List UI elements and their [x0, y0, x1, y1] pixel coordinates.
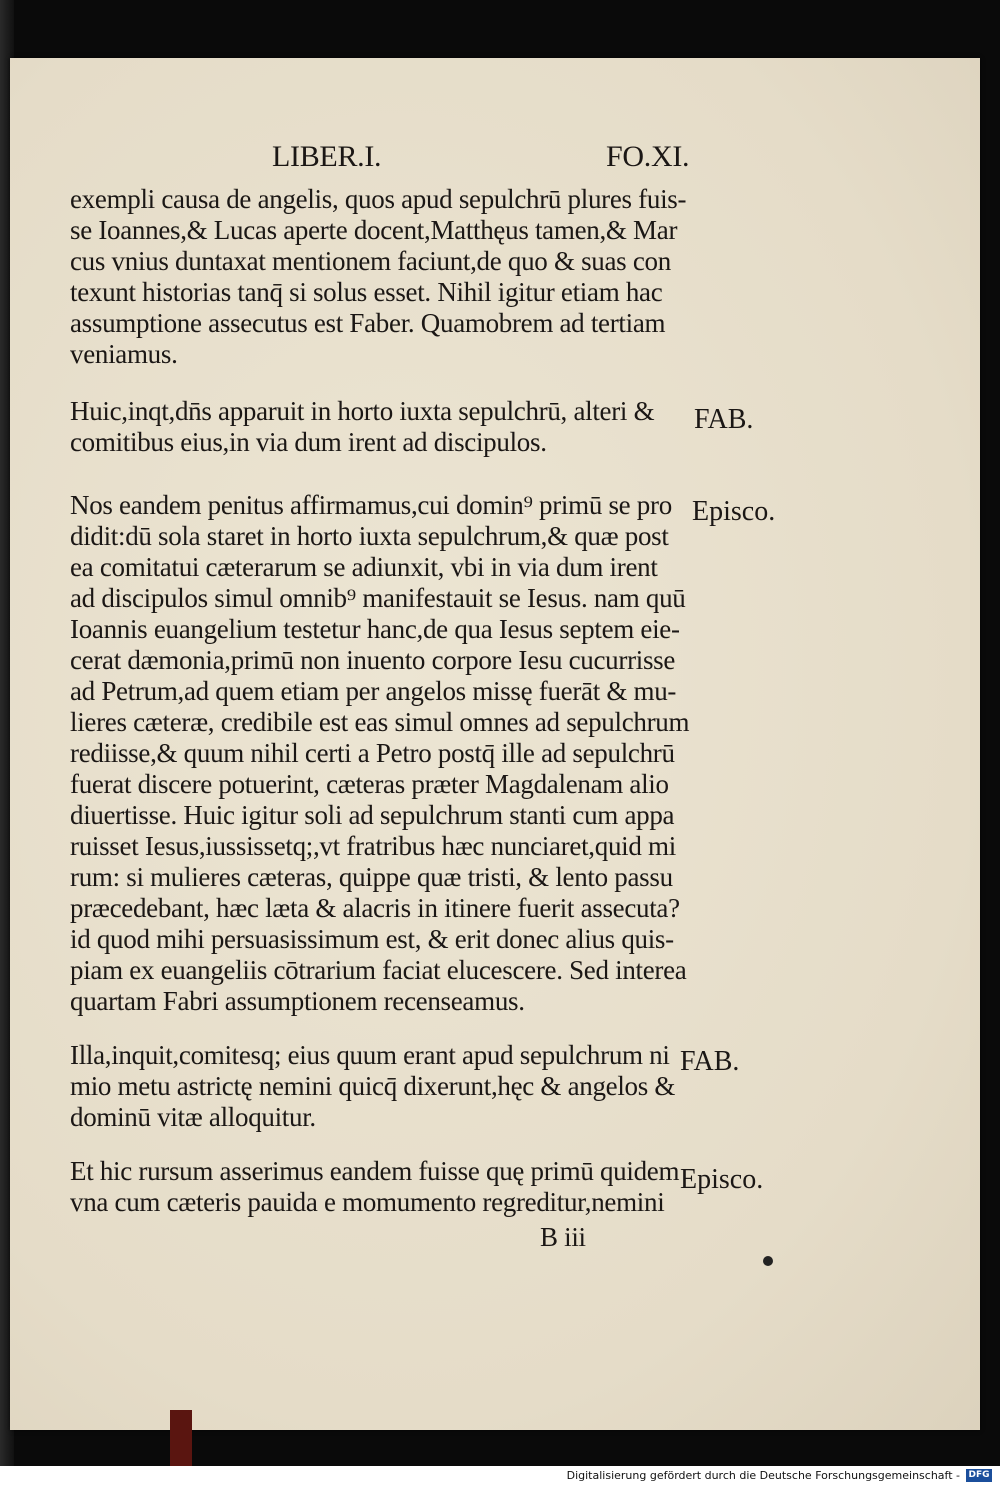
text-line: mio metu astrictę nemini quicq̄ dixerunt,hęc & angelos & — [70, 1071, 676, 1101]
text-line: piam ex euangeliis cōtrarium faciat elucescere. Sed interea — [70, 955, 687, 985]
text-line: diuertisse. Huic igitur soli ad sepulchrum stanti cum appa — [70, 800, 675, 830]
text-line: Ioannis euangelium testetur hanc,de qua Iesus septem eie- — [70, 614, 680, 644]
paragraph-2 — [70, 396, 700, 458]
text-line: cus vnius duntaxat mentionem faciunt,de quo & suas con — [70, 246, 671, 276]
text-line: Huic,inqt,dn̄s apparuit in horto iuxta sepulchrū, alteri & — [70, 396, 655, 426]
text-line: rediisse,& quum nihil certi a Petro postq̄ ille ad sepulchrū — [70, 738, 675, 768]
text-line: Nos eandem penitus affirmamus,cui domin⁹ primū se pro — [70, 490, 672, 520]
text-line: quartam Fabri assumptionem recenseamus. — [70, 986, 525, 1016]
text-line: præcedebant, hæc læta & alacris in itinere fuerit assecuta? — [70, 893, 680, 923]
text-line: ea comitatui cæterarum se adiunxit, vbi in via dum irent — [70, 552, 658, 582]
text-line: exempli causa de angelis, quos apud sepulchrū plures fuis- — [70, 184, 687, 214]
margin-speaker-episco: Episco. — [680, 1164, 764, 1195]
text-line: se Ioannes,& Lucas aperte docent,Matthęus tamen,& Mar — [70, 215, 678, 245]
text-line: dominū vitæ alloquitur. — [70, 1102, 316, 1132]
text-line: rum: si mulieres cæteras, quippe quæ tristi, & lento passu — [70, 862, 673, 892]
digitization-credit: Digitalisierung gefördert durch die Deutsche Forschungsgemeinschaft - — [566, 1469, 960, 1482]
paragraph-4 — [70, 1040, 700, 1133]
margin-speaker-fab: FAB. — [680, 1046, 740, 1077]
text-line: veniamus. — [70, 339, 178, 369]
text-line: fuerat discere potuerint, cæteras præter Magdalenam alio — [70, 769, 669, 799]
signature-mark: B iii — [540, 1222, 586, 1252]
text-line: Et hic rursum asserimus eandem fuisse quę primū quidem — [70, 1156, 680, 1186]
text-line: vna cum cæteris pauida e momumento regreditur,nemini — [70, 1187, 665, 1217]
margin-speaker-fab: FAB. — [694, 404, 754, 435]
text-line: Illa,inquit,comitesq; eius quum erant apud sepulchrum ni — [70, 1040, 670, 1070]
ink-speck — [763, 1256, 773, 1266]
text-line: ruisset Iesus,iussissetq;,vt fratribus hæc nunciaret,quid mi — [70, 831, 676, 861]
text-line: ad discipulos simul omnib⁹ manifestauit se Iesus. nam quū — [70, 583, 686, 613]
bookmark-ribbon — [170, 1410, 192, 1466]
text-line: cerat dæmonia,primū non inuento corpore Iesu cucurrisse — [70, 645, 676, 675]
text-line: lieres cæteræ, credibile est eas simul omnes ad sepulchrum — [70, 707, 690, 737]
paragraph-5 — [70, 1156, 700, 1218]
paragraph-3 — [70, 490, 700, 1017]
text-line: assumptione assecutus est Faber. Quamobrem ad tertiam — [70, 308, 666, 338]
text-line: didit:dū sola staret in horto iuxta sepulchrum,& quæ post — [70, 521, 669, 551]
paragraph-1 — [70, 184, 700, 370]
text-line: texunt historias tanq̄ si solus esset. Nihil igitur etiam hac — [70, 277, 663, 307]
margin-speaker-episco: Episco. — [692, 496, 776, 527]
dfg-logo: DFG — [966, 1469, 992, 1482]
text-line: comitibus eius,in via dum irent ad discipulos. — [70, 427, 547, 457]
folio-number: FO.XI. — [606, 140, 690, 173]
running-head-left: LIBER.I. — [272, 140, 382, 173]
text-line: ad Petrum,ad quem etiam per angelos missę fuerāt & mu- — [70, 676, 677, 706]
text-line: id quod mihi persuasissimum est, & erit donec alius quis- — [70, 924, 674, 954]
